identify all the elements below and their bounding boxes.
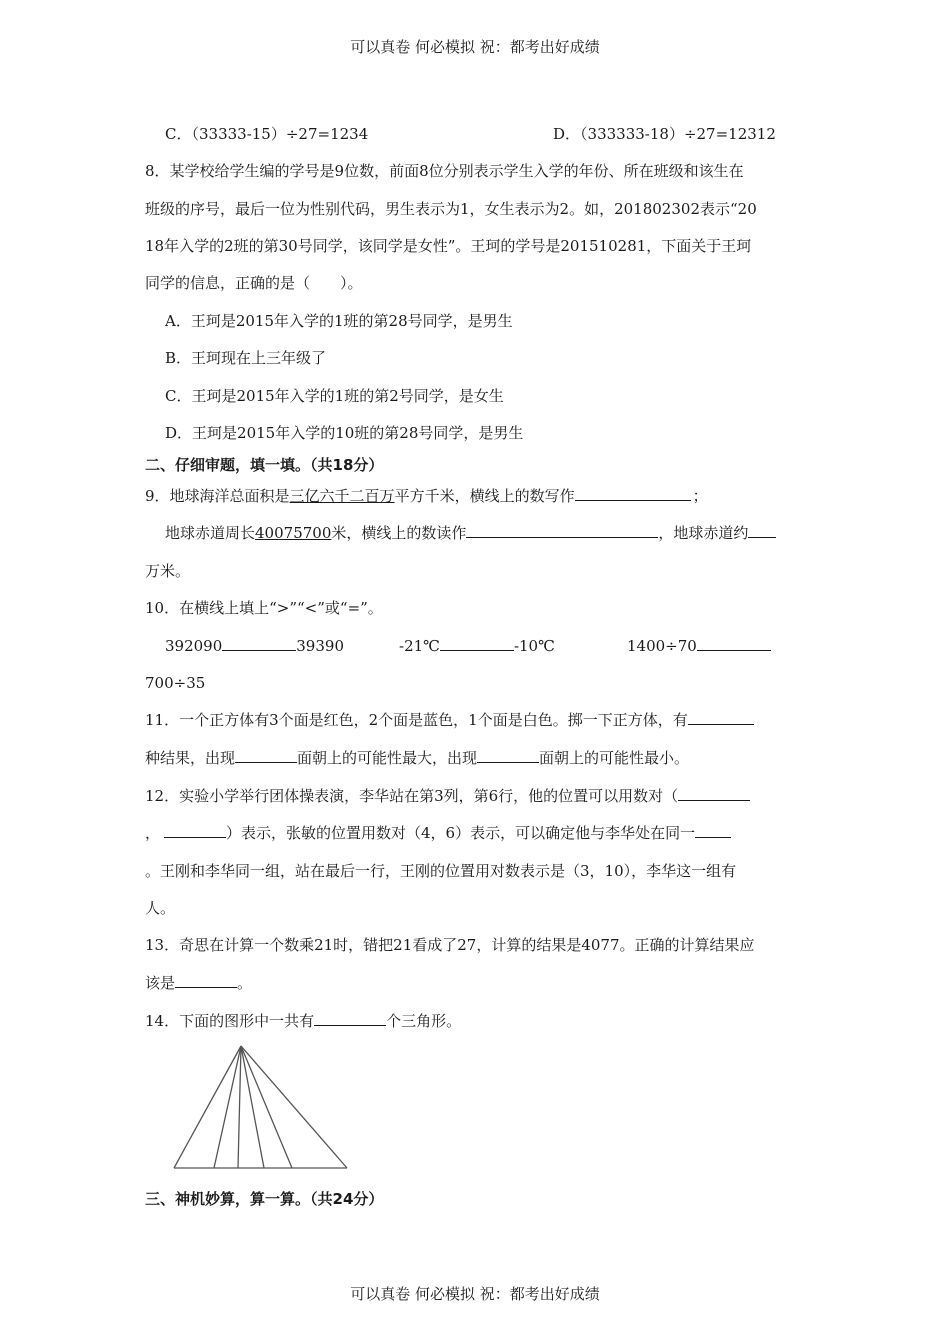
q10-blank-1[interactable]: [222, 636, 296, 651]
triangle-right-side: [241, 1046, 347, 1168]
q10-pair-1: [165, 636, 344, 656]
section-2-heading: 二、仔细审题，填一填。（共18分）: [145, 456, 384, 474]
q9-blank-2[interactable]: [466, 523, 658, 538]
q11-text-b2: 面朝上的可能性最大，出现: [297, 749, 478, 767]
q8-option-c: C．王珂是2015年入学的1班的第2号同学，是女生: [165, 387, 504, 405]
q8-line-2: 班级的序号，最后一位为性别代码，男生表示为1，女生表示为2。如，201802302表示“20: [145, 200, 757, 218]
q9-line-1: [145, 486, 708, 506]
q9-text-b3: 米，横线上的数读作: [331, 524, 467, 542]
q10-p1-right: 39390: [296, 637, 344, 655]
q13-text-b1: 该是: [145, 974, 176, 992]
q10-p4: 700÷35: [145, 674, 206, 692]
triangle-ray-2: [238, 1046, 241, 1168]
q9-text-a1: 9．地球海洋总面积是: [145, 487, 290, 505]
q13-line-2: [145, 973, 252, 993]
q9-line-3: 万米。: [145, 562, 191, 580]
q13-blank-1[interactable]: [175, 973, 237, 988]
q14-line-1: [145, 1011, 461, 1031]
q9-line-2: [165, 523, 776, 543]
q9-blank-1[interactable]: [575, 486, 691, 501]
q14-blank-1[interactable]: [314, 1011, 386, 1026]
q12-line-4: 人。: [145, 899, 176, 917]
q7-option-d: D．（333333-18）÷27=12312: [553, 125, 776, 143]
q8-option-d: D．王珂是2015年入学的10班的第28号同学，是男生: [165, 424, 524, 442]
q10-p3-left: 1400÷70: [627, 637, 697, 655]
q10-blank-2[interactable]: [440, 636, 514, 651]
section-3-heading: 三、神机妙算，算一算。（共24分）: [145, 1190, 384, 1208]
q11-line-1: [145, 710, 754, 730]
q8-line-3: 18年入学的2班的第30号同学，该同学是女性”。王珂的学号是201510281，下面关于王珂: [145, 237, 752, 255]
q12-text-a1: 12．实验小学举行团体操表演，李华站在第3列，第6行，他的位置可以用数对（: [145, 787, 679, 805]
q13-line-1: 13．奇思在计算一个数乘21时，错把21看成了27，计算的结果是4077。正确的计算结果应: [145, 936, 755, 954]
q11-blank-3[interactable]: [477, 748, 539, 763]
q10-p1-left: 392090: [165, 637, 223, 655]
q13-text-b2: 。: [237, 974, 253, 992]
q9-text-b4: ，地球赤道约: [658, 524, 749, 542]
triangle-ray-4: [241, 1046, 292, 1168]
q10-pair-2: [399, 636, 555, 656]
q9-text-a3: 平方千米，横线上的数写作: [394, 487, 575, 505]
q10-blank-3[interactable]: [697, 636, 771, 651]
q12-line-3: 。王刚和李华同一组，站在最后一行，王刚的位置用对数表示是（3，10），李华这一组有: [145, 862, 737, 880]
q11-blank-2[interactable]: [235, 748, 297, 763]
q8-line-4: 同学的信息，正确的是（ ）。: [145, 274, 363, 292]
q14-text-a1: 14．下面的图形中一共有: [145, 1012, 315, 1030]
triangle-ray-3: [241, 1046, 264, 1168]
q8-option-b: B．王珂现在上三年级了: [165, 349, 327, 367]
q11-blank-1[interactable]: [688, 710, 754, 725]
q10-title: 10．在横线上填上“>”“<”或“=”。: [145, 599, 383, 617]
q9-blank-3[interactable]: [748, 523, 776, 538]
q8-line-1: 8．某学校给学生编的学号是9位数，前面8位分别表示学生入学的年份、所在班级和该生在: [145, 162, 744, 180]
q12-line-1: [145, 786, 750, 806]
q11-text-b1: 种结果，出现: [145, 749, 236, 767]
q10-p2-left: -21℃: [399, 637, 440, 655]
triangle-ray-1: [214, 1046, 241, 1168]
q12-blank-2[interactable]: [164, 823, 226, 838]
q14-text-a2: 个三角形。: [386, 1012, 462, 1030]
q8-option-a: A．王珂是2015年入学的1班的第28号同学，是男生: [165, 312, 513, 330]
q10-pair-3: [627, 636, 771, 656]
q7-option-c: C．（33333-15）÷27=1234: [165, 125, 369, 143]
q12-blank-1[interactable]: [678, 786, 750, 801]
page-footer: 可以真卷 何必模拟 祝：都考出好成绩: [350, 1285, 600, 1303]
q12-text-b2: ）表示，张敏的位置用数对（4，6）表示，可以确定他与李华处在同一: [226, 824, 696, 842]
q12-line-2: [145, 823, 731, 843]
q10-p2-right: -10℃: [513, 637, 555, 655]
q9-text-a4: ；: [692, 487, 708, 505]
q11-text-b3: 面朝上的可能性最小。: [539, 749, 690, 767]
q12-blank-3[interactable]: [695, 823, 731, 838]
q12-text-b1: ，: [145, 824, 161, 842]
q11-text-a1: 11．一个正方体有3个面是红色，2个面是蓝色，1个面是白色。掷一下正方体，有: [145, 711, 688, 729]
q11-line-2: [145, 748, 689, 768]
triangle-left-side: [174, 1046, 241, 1168]
page-header: 可以真卷 何必模拟 祝：都考出好成绩: [350, 38, 600, 56]
q9-text-b1: 地球赤道周长: [165, 524, 256, 542]
triangle-figure: [170, 1040, 350, 1172]
q9-underlined-length: 40075700: [255, 524, 332, 542]
q9-underlined-number: 三亿六千二百万: [289, 487, 395, 505]
